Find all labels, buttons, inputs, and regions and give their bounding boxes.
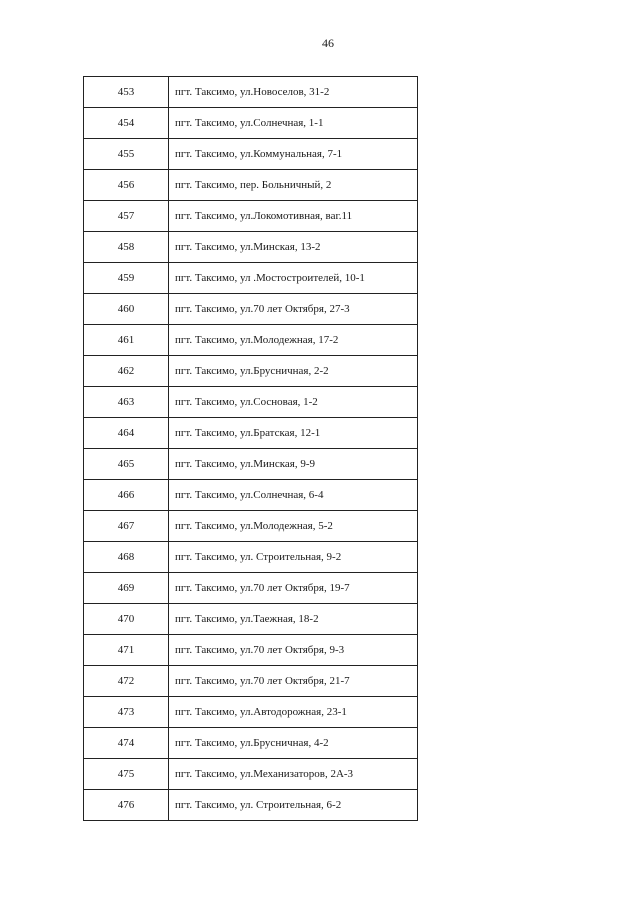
table-row [84,728,418,759]
address-cell: пгт. Таксимо, ул.Минская, 13-2 [169,232,418,263]
address-cell: пгт. Таксимо, ул.Солнечная, 6-4 [169,480,418,511]
table-row [84,759,418,790]
row-number-cell: 475 [84,759,169,790]
address-cell: пгт. Таксимо, ул.Солнечная, 1-1 [169,108,418,139]
address-cell: пгт. Таксимо, ул.Молодежная, 5-2 [169,511,418,542]
table-row [84,604,418,635]
address-cell: пгт. Таксимо, ул.70 лет Октября, 19-7 [169,573,418,604]
row-number-cell: 465 [84,449,169,480]
table-row [84,170,418,201]
address-cell: пгт. Таксимо, ул.Минская, 9-9 [169,449,418,480]
address-cell: пгт. Таксимо, ул.Новоселов, 31-2 [169,77,418,108]
address-cell: пгт. Таксимо, ул .Мостостроителей, 10-1 [169,263,418,294]
address-cell: пгт. Таксимо, ул.Механизаторов, 2А-3 [169,759,418,790]
row-number-cell: 453 [84,77,169,108]
address-cell: пгт. Таксимо, ул.Автодорожная, 23-1 [169,697,418,728]
address-cell: пгт. Таксимо, ул. Строительная, 6-2 [169,790,418,821]
address-cell: пгт. Таксимо, ул.Брусничная, 2-2 [169,356,418,387]
address-cell: пгт. Таксимо, ул.70 лет Октября, 21-7 [169,666,418,697]
table-row [84,790,418,821]
address-cell: пгт. Таксимо, ул.70 лет Октября, 9-3 [169,635,418,666]
row-number-cell: 476 [84,790,169,821]
row-number-cell: 459 [84,263,169,294]
address-cell: пгт. Таксимо, ул.Таежная, 18-2 [169,604,418,635]
table-row [84,449,418,480]
address-cell: пгт. Таксимо, ул.Коммунальная, 7-1 [169,139,418,170]
row-number-cell: 464 [84,418,169,449]
row-number-cell: 472 [84,666,169,697]
table-row [84,666,418,697]
address-table-container [83,76,418,821]
table-row [84,232,418,263]
address-cell: пгт. Таксимо, ул.70 лет Октября, 27-3 [169,294,418,325]
row-number-cell: 467 [84,511,169,542]
address-table [83,76,418,821]
address-table-body [84,77,418,821]
row-number-cell: 457 [84,201,169,232]
table-row [84,139,418,170]
table-row [84,325,418,356]
row-number-cell: 473 [84,697,169,728]
row-number-cell: 470 [84,604,169,635]
table-row [84,356,418,387]
row-number-cell: 466 [84,480,169,511]
table-row [84,480,418,511]
row-number-cell: 461 [84,325,169,356]
address-cell: пгт. Таксимо, пер. Больничный, 2 [169,170,418,201]
address-cell: пгт. Таксимо, ул. Строительная, 9-2 [169,542,418,573]
table-row [84,201,418,232]
page-number: 46 [322,36,334,50]
table-row [84,294,418,325]
row-number-cell: 458 [84,232,169,263]
row-number-cell: 462 [84,356,169,387]
address-cell: пгт. Таксимо, ул.Молодежная, 17-2 [169,325,418,356]
table-row [84,263,418,294]
row-number-cell: 463 [84,387,169,418]
table-row [84,418,418,449]
table-row [84,542,418,573]
row-number-cell: 455 [84,139,169,170]
table-row [84,573,418,604]
address-cell: пгт. Таксимо, ул.Братская, 12-1 [169,418,418,449]
address-cell: пгт. Таксимо, ул.Сосновая, 1-2 [169,387,418,418]
row-number-cell: 456 [84,170,169,201]
row-number-cell: 468 [84,542,169,573]
table-row [84,387,418,418]
row-number-cell: 469 [84,573,169,604]
row-number-cell: 460 [84,294,169,325]
row-number-cell: 474 [84,728,169,759]
table-row [84,635,418,666]
row-number-cell: 454 [84,108,169,139]
table-row [84,697,418,728]
row-number-cell: 471 [84,635,169,666]
table-row [84,108,418,139]
table-row [84,77,418,108]
table-row [84,511,418,542]
address-cell: пгт. Таксимо, ул.Локомотивная, ваг.11 [169,201,418,232]
address-cell: пгт. Таксимо, ул.Брусничная, 4-2 [169,728,418,759]
